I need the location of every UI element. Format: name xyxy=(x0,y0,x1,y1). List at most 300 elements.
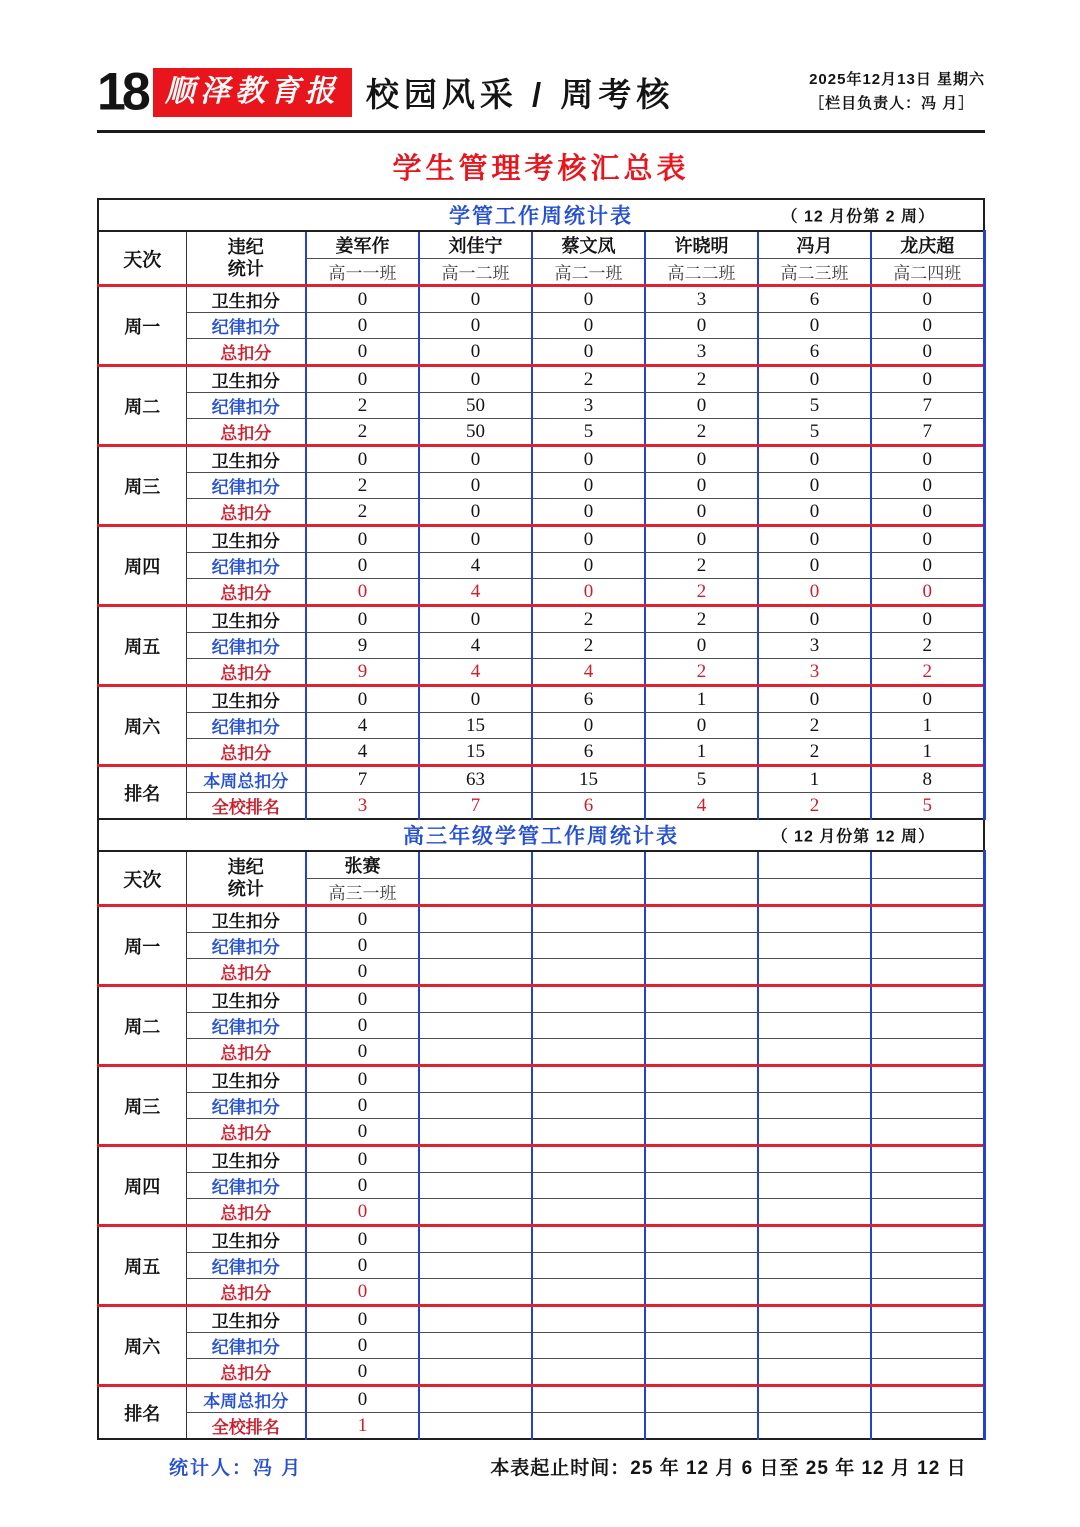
discipline-label: 纪律扣分 xyxy=(186,1093,306,1119)
total-label: 总扣分 xyxy=(186,1119,306,1146)
class-name: 高一一班 xyxy=(306,259,419,286)
discipline-value xyxy=(532,1333,645,1359)
hygiene-value xyxy=(645,906,758,933)
hygiene-label: 卫生扣分 xyxy=(211,992,280,1011)
hygiene-value xyxy=(758,986,871,1013)
total-value: 2 xyxy=(306,499,419,526)
total-label: 总扣分 xyxy=(186,339,306,366)
discipline-label: 纪律扣分 xyxy=(186,553,306,579)
hygiene-value: 0 xyxy=(871,526,984,553)
hygiene-label: 卫生扣分 xyxy=(211,372,280,391)
hygiene-value xyxy=(532,1226,645,1253)
total-value xyxy=(419,959,532,986)
discipline-value xyxy=(871,1173,984,1199)
hygiene-label: 卫生扣分 xyxy=(211,292,280,311)
total-value xyxy=(758,1359,871,1386)
hygiene-value: 0 xyxy=(871,366,984,393)
discipline-label: 纪律扣分 xyxy=(186,933,306,959)
hygiene-label: 卫生扣分 xyxy=(211,912,280,931)
total-label: 总扣分 xyxy=(186,1279,306,1306)
hygiene-value xyxy=(871,1066,984,1093)
total-value: 4 xyxy=(419,659,532,686)
discipline-value xyxy=(419,1333,532,1359)
hygiene-value: 0 xyxy=(419,446,532,473)
week-total-value: 8 xyxy=(871,766,984,793)
total-value: 4 xyxy=(306,739,419,766)
day-group xyxy=(98,366,984,446)
week-total-value xyxy=(419,1386,532,1413)
discipline-value: 0 xyxy=(871,473,984,499)
total-value: 5 xyxy=(758,419,871,446)
hygiene-value: 0 xyxy=(871,686,984,713)
hygiene-value: 0 xyxy=(306,686,419,713)
hygiene-value: 0 xyxy=(306,606,419,633)
total-value xyxy=(758,1119,871,1146)
hygiene-label: 卫生扣分 xyxy=(211,452,280,471)
discipline-label: 纪律扣分 xyxy=(186,713,306,739)
discipline-value xyxy=(758,933,871,959)
class-name xyxy=(645,879,758,906)
hygiene-value: 2 xyxy=(645,606,758,633)
hygiene-value xyxy=(532,1146,645,1173)
discipline-label: 纪律扣分 xyxy=(186,1013,306,1039)
hygiene-value: 2 xyxy=(532,606,645,633)
hygiene-value: 0 xyxy=(758,526,871,553)
week-total-value: 7 xyxy=(306,766,419,793)
stat-header-line2: 统计 xyxy=(227,259,264,279)
stat-header-line1: 违纪 xyxy=(227,236,264,257)
discipline-value xyxy=(645,1253,758,1279)
school-rank-value xyxy=(645,1413,758,1440)
discipline-value: 7 xyxy=(871,393,984,419)
page-title: 学生管理考核汇总表 xyxy=(392,153,690,185)
total-value: 2 xyxy=(645,419,758,446)
day-label: 周一 xyxy=(98,286,186,366)
discipline-value xyxy=(532,1093,645,1119)
discipline-value: 2 xyxy=(306,473,419,499)
week-total-value: 1 xyxy=(758,766,871,793)
hygiene-value xyxy=(419,1066,532,1093)
hygiene-value: 0 xyxy=(419,526,532,553)
day-group xyxy=(98,606,984,686)
hygiene-value: 0 xyxy=(419,366,532,393)
stat-header-line1: 违纪 xyxy=(227,856,264,877)
total-value xyxy=(419,1279,532,1306)
hygiene-value xyxy=(758,1146,871,1173)
hygiene-value: 0 xyxy=(306,1306,419,1333)
day-column-header: 天次 xyxy=(98,231,186,286)
total-value xyxy=(758,959,871,986)
discipline-value xyxy=(645,1173,758,1199)
discipline-label: 纪律扣分 xyxy=(186,393,306,419)
week-total-value: 5 xyxy=(645,766,758,793)
total-value: 0 xyxy=(758,579,871,606)
discipline-value: 2 xyxy=(871,633,984,659)
total-value: 1 xyxy=(645,739,758,766)
hygiene-value: 0 xyxy=(419,286,532,313)
ranking-label: 排名 xyxy=(98,766,186,820)
teacher-name: 冯月 xyxy=(758,231,871,259)
total-value xyxy=(645,1199,758,1226)
hygiene-value: 1 xyxy=(645,686,758,713)
discipline-value xyxy=(871,1333,984,1359)
total-value: 4 xyxy=(532,659,645,686)
hygiene-value: 0 xyxy=(645,446,758,473)
day-label: 周一 xyxy=(98,906,186,986)
hygiene-value: 0 xyxy=(306,1146,419,1173)
hygiene-value: 0 xyxy=(532,286,645,313)
discipline-value xyxy=(532,1253,645,1279)
hygiene-value: 3 xyxy=(645,286,758,313)
total-label: 总扣分 xyxy=(186,579,306,606)
hygiene-value xyxy=(758,1306,871,1333)
school-rank-value: 5 xyxy=(871,793,984,820)
teacher-name: 龙庆超 xyxy=(871,231,984,259)
discipline-value: 0 xyxy=(645,633,758,659)
total-label: 总扣分 xyxy=(186,1039,306,1066)
hygiene-label: 卫生扣分 xyxy=(211,612,280,631)
hygiene-value xyxy=(419,1146,532,1173)
date-line: 2025年12月13日 星期六 xyxy=(809,71,985,88)
total-value xyxy=(645,959,758,986)
hygiene-value xyxy=(758,906,871,933)
day-group xyxy=(98,1066,984,1146)
class-name xyxy=(419,879,532,906)
school-rank-value xyxy=(532,1413,645,1440)
school-rank-value: 2 xyxy=(758,793,871,820)
day-column-header: 天次 xyxy=(98,851,186,906)
week-total-value: 63 xyxy=(419,766,532,793)
total-value: 6 xyxy=(532,739,645,766)
day-group xyxy=(98,986,984,1066)
discipline-value: 0 xyxy=(532,713,645,739)
total-value: 3 xyxy=(645,339,758,366)
total-value xyxy=(871,1359,984,1386)
school-rank-value xyxy=(419,1413,532,1440)
hygiene-value: 0 xyxy=(306,1226,419,1253)
total-value: 2 xyxy=(645,579,758,606)
teacher-name xyxy=(758,851,871,879)
discipline-value xyxy=(871,1013,984,1039)
hygiene-value xyxy=(871,1226,984,1253)
discipline-value: 0 xyxy=(306,313,419,339)
total-value xyxy=(532,1279,645,1306)
table-title: 学管工作周统计表 xyxy=(449,205,633,228)
total-label: 总扣分 xyxy=(186,499,306,526)
day-label: 周六 xyxy=(98,686,186,766)
hygiene-value xyxy=(419,1226,532,1253)
discipline-value: 0 xyxy=(306,553,419,579)
day-label: 周三 xyxy=(98,1066,186,1146)
total-value xyxy=(419,1119,532,1146)
total-value: 2 xyxy=(871,659,984,686)
total-label: 总扣分 xyxy=(186,659,306,686)
newspaper-brand: 顺泽教育报 xyxy=(153,68,352,117)
statistician-label: 统计人：冯 月 xyxy=(169,1458,303,1479)
discipline-value: 4 xyxy=(419,553,532,579)
discipline-label: 纪律扣分 xyxy=(186,1173,306,1199)
discipline-value: 0 xyxy=(532,553,645,579)
total-value: 0 xyxy=(306,1039,419,1066)
school-rank-value xyxy=(871,1413,984,1440)
table-period: （ 12 月份第 2 周） xyxy=(781,208,935,226)
hygiene-value: 0 xyxy=(758,366,871,393)
discipline-value: 0 xyxy=(306,1253,419,1279)
discipline-value xyxy=(645,1333,758,1359)
teacher-name xyxy=(871,851,984,879)
week-total-value xyxy=(532,1386,645,1413)
discipline-label: 纪律扣分 xyxy=(186,313,306,339)
hygiene-label: 卫生扣分 xyxy=(211,1072,280,1091)
hygiene-value: 2 xyxy=(645,366,758,393)
discipline-value xyxy=(645,1093,758,1119)
hygiene-value xyxy=(419,906,532,933)
hygiene-value xyxy=(645,1226,758,1253)
total-value xyxy=(532,1039,645,1066)
hygiene-value: 0 xyxy=(306,1066,419,1093)
discipline-value xyxy=(871,1093,984,1119)
total-value: 15 xyxy=(419,739,532,766)
discipline-value: 2 xyxy=(645,553,758,579)
school-rank-value: 1 xyxy=(306,1413,419,1440)
day-group xyxy=(98,526,984,606)
hygiene-value xyxy=(758,1066,871,1093)
day-group xyxy=(98,1146,984,1226)
hygiene-value: 6 xyxy=(758,286,871,313)
page-number: 18 xyxy=(97,62,147,122)
hygiene-value xyxy=(532,1066,645,1093)
total-value: 0 xyxy=(532,579,645,606)
discipline-value: 0 xyxy=(306,1093,419,1119)
day-label: 周六 xyxy=(98,1306,186,1386)
total-value xyxy=(645,1039,758,1066)
hygiene-value: 0 xyxy=(532,526,645,553)
hygiene-value xyxy=(645,1066,758,1093)
discipline-value: 0 xyxy=(306,1013,419,1039)
discipline-value: 0 xyxy=(532,473,645,499)
discipline-value: 0 xyxy=(419,473,532,499)
discipline-value: 0 xyxy=(758,473,871,499)
discipline-value xyxy=(758,1333,871,1359)
day-group xyxy=(98,446,984,526)
total-value xyxy=(532,1199,645,1226)
discipline-value: 0 xyxy=(419,313,532,339)
total-value: 50 xyxy=(419,419,532,446)
hygiene-value xyxy=(871,906,984,933)
hygiene-value xyxy=(645,1146,758,1173)
total-value xyxy=(532,1119,645,1146)
stat-column-header xyxy=(186,851,306,906)
stat-header-line2: 统计 xyxy=(227,879,264,899)
total-value xyxy=(645,1119,758,1146)
total-value: 2 xyxy=(758,739,871,766)
total-value: 0 xyxy=(871,499,984,526)
hygiene-value: 0 xyxy=(758,606,871,633)
discipline-value xyxy=(419,1093,532,1119)
class-name: 高二二班 xyxy=(645,259,758,286)
hygiene-value: 0 xyxy=(532,446,645,473)
hygiene-value: 0 xyxy=(419,606,532,633)
hygiene-value: 0 xyxy=(871,446,984,473)
total-label: 总扣分 xyxy=(186,419,306,446)
total-value xyxy=(758,1279,871,1306)
total-value: 0 xyxy=(306,1199,419,1226)
discipline-value xyxy=(419,1013,532,1039)
day-group xyxy=(98,1226,984,1306)
teacher-name: 姜军作 xyxy=(306,231,419,259)
day-group xyxy=(98,906,984,986)
discipline-value: 4 xyxy=(419,633,532,659)
hygiene-value: 0 xyxy=(306,526,419,553)
class-name: 高二一班 xyxy=(532,259,645,286)
ranking-group xyxy=(98,766,984,820)
discipline-value: 0 xyxy=(306,1333,419,1359)
class-name xyxy=(532,879,645,906)
discipline-value: 0 xyxy=(645,313,758,339)
discipline-value: 0 xyxy=(645,473,758,499)
discipline-label: 纪律扣分 xyxy=(186,473,306,499)
total-value: 0 xyxy=(306,579,419,606)
hygiene-value: 2 xyxy=(532,366,645,393)
total-value: 0 xyxy=(645,499,758,526)
day-group xyxy=(98,1306,984,1386)
day-label: 周三 xyxy=(98,446,186,526)
week-total-label: 本周总扣分 xyxy=(203,772,289,791)
day-label: 周五 xyxy=(98,1226,186,1306)
hygiene-value: 0 xyxy=(758,686,871,713)
discipline-value: 3 xyxy=(758,633,871,659)
teacher-name: 许晓明 xyxy=(645,231,758,259)
discipline-value: 15 xyxy=(419,713,532,739)
total-value: 0 xyxy=(306,959,419,986)
table-title: 高三年级学管工作周统计表 xyxy=(403,825,679,848)
discipline-label: 纪律扣分 xyxy=(186,1333,306,1359)
total-value: 0 xyxy=(306,339,419,366)
discipline-value: 0 xyxy=(871,553,984,579)
discipline-value xyxy=(532,933,645,959)
hygiene-label: 卫生扣分 xyxy=(211,1312,280,1331)
total-value xyxy=(758,1199,871,1226)
class-name: 高二三班 xyxy=(758,259,871,286)
ranking-group xyxy=(98,1386,984,1440)
total-value xyxy=(419,1199,532,1226)
total-value: 2 xyxy=(645,659,758,686)
header-rule xyxy=(97,130,985,133)
hygiene-value xyxy=(532,906,645,933)
day-group xyxy=(98,286,984,366)
day-label: 周二 xyxy=(98,986,186,1066)
total-value: 2 xyxy=(306,419,419,446)
total-value xyxy=(871,1039,984,1066)
day-label: 周二 xyxy=(98,366,186,446)
day-label: 周五 xyxy=(98,606,186,686)
discipline-value: 0 xyxy=(306,1173,419,1199)
hygiene-value xyxy=(871,1146,984,1173)
total-value: 0 xyxy=(532,499,645,526)
total-value: 0 xyxy=(419,499,532,526)
table-title-row xyxy=(98,819,984,851)
discipline-value xyxy=(645,1013,758,1039)
total-value xyxy=(871,1199,984,1226)
hygiene-value xyxy=(532,1306,645,1333)
total-label: 总扣分 xyxy=(186,1359,306,1386)
hygiene-value xyxy=(645,986,758,1013)
school-rank-label: 全校排名 xyxy=(186,1413,306,1440)
assessment-table xyxy=(97,198,986,1440)
total-value xyxy=(645,1279,758,1306)
masthead xyxy=(97,64,985,120)
total-value xyxy=(532,1359,645,1386)
total-value xyxy=(645,1359,758,1386)
discipline-value xyxy=(758,1013,871,1039)
discipline-value xyxy=(758,1253,871,1279)
hygiene-value xyxy=(871,986,984,1013)
total-value: 9 xyxy=(306,659,419,686)
day-group xyxy=(98,686,984,766)
class-name: 高二四班 xyxy=(871,259,984,286)
total-value: 0 xyxy=(532,339,645,366)
hygiene-value: 0 xyxy=(306,366,419,393)
discipline-label: 纪律扣分 xyxy=(186,633,306,659)
school-rank-value xyxy=(758,1413,871,1440)
table-title-row xyxy=(98,199,984,231)
teacher-name: 张赛 xyxy=(306,851,419,879)
discipline-value: 0 xyxy=(758,313,871,339)
ranking-label: 排名 xyxy=(98,1386,186,1440)
class-name: 高一二班 xyxy=(419,259,532,286)
total-label: 总扣分 xyxy=(186,959,306,986)
editor-line: ［栏目负责人：冯 月］ xyxy=(809,95,975,112)
total-value: 5 xyxy=(532,419,645,446)
total-value: 0 xyxy=(306,1119,419,1146)
discipline-value xyxy=(419,1253,532,1279)
discipline-value: 5 xyxy=(758,393,871,419)
class-name: 高三一班 xyxy=(306,879,419,906)
date-block xyxy=(809,68,985,116)
total-value xyxy=(871,959,984,986)
hygiene-label: 卫生扣分 xyxy=(211,532,280,551)
discipline-value: 3 xyxy=(532,393,645,419)
week-total-value xyxy=(758,1386,871,1413)
hygiene-value: 0 xyxy=(306,286,419,313)
total-value: 0 xyxy=(871,339,984,366)
discipline-value xyxy=(758,1173,871,1199)
total-label: 总扣分 xyxy=(186,739,306,766)
hygiene-value: 0 xyxy=(758,446,871,473)
stat-column-header xyxy=(186,231,306,286)
discipline-label: 纪律扣分 xyxy=(186,1253,306,1279)
week-total-label: 本周总扣分 xyxy=(203,1392,289,1411)
total-value xyxy=(758,1039,871,1066)
school-rank-value: 6 xyxy=(532,793,645,820)
school-rank-label: 全校排名 xyxy=(186,793,306,820)
hygiene-value xyxy=(645,1306,758,1333)
discipline-value xyxy=(645,933,758,959)
discipline-value: 0 xyxy=(871,313,984,339)
discipline-value: 0 xyxy=(306,933,419,959)
hygiene-label: 卫生扣分 xyxy=(211,692,280,711)
total-value: 3 xyxy=(758,659,871,686)
total-value: 7 xyxy=(871,419,984,446)
week-total-value xyxy=(645,1386,758,1413)
total-value xyxy=(871,1119,984,1146)
total-value: 6 xyxy=(758,339,871,366)
discipline-value: 2 xyxy=(532,633,645,659)
teacher-name: 蔡文凤 xyxy=(532,231,645,259)
hygiene-value: 0 xyxy=(306,986,419,1013)
class-name xyxy=(871,879,984,906)
total-value xyxy=(419,1359,532,1386)
